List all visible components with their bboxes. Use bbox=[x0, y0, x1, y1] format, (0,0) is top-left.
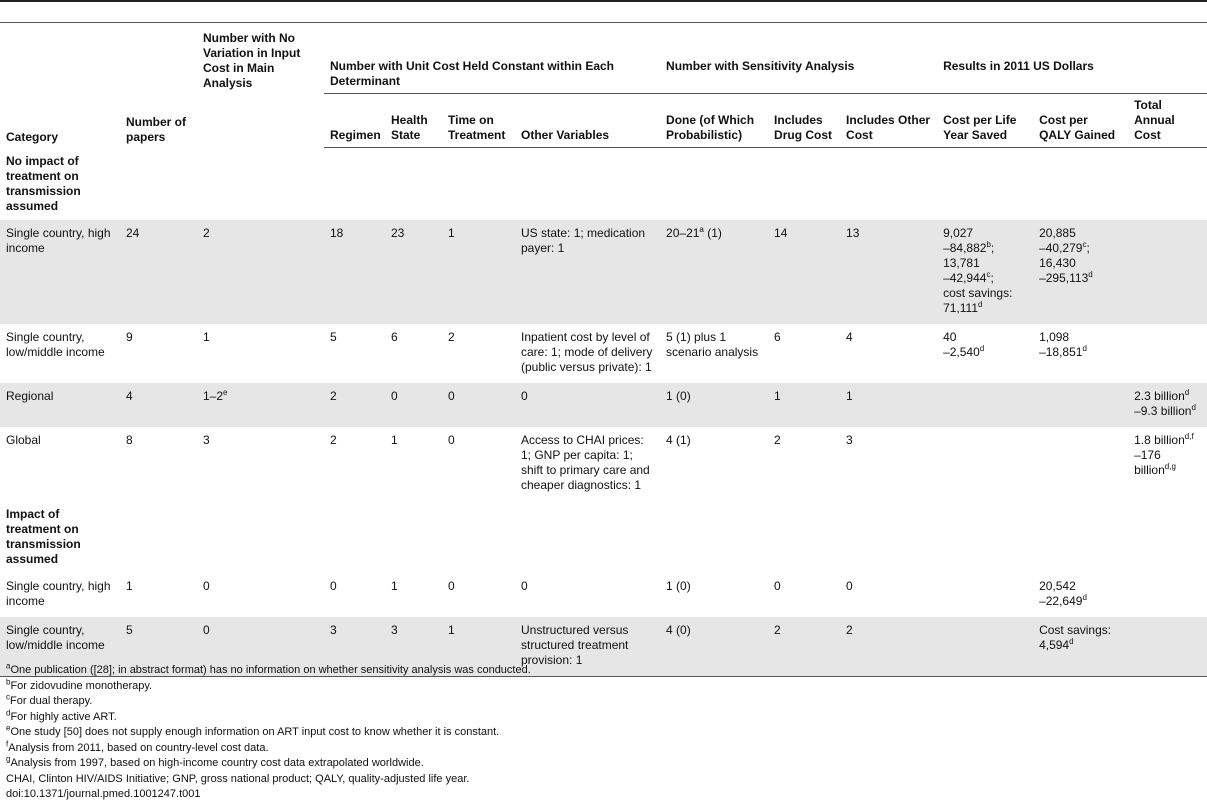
cell-cost-life-year: 9,027 –84,882$^b$; 13,781 –42,944$^c$; cost savings: 71,111$^d$ bbox=[937, 220, 1033, 324]
cell-drug: 6 bbox=[774, 329, 781, 344]
cell-other-cost: 4 bbox=[846, 329, 853, 344]
cell-other-cost: 2 bbox=[840, 617, 937, 677]
top-rule bbox=[0, 0, 1207, 2]
cell-health-state: 0 bbox=[385, 383, 442, 427]
cell-done: 1 (0) bbox=[660, 383, 768, 427]
cell-time: 0 bbox=[448, 578, 455, 593]
cell-cost-life-year bbox=[937, 427, 1033, 501]
header-cost-life-year: Cost per Life Year Saved bbox=[937, 94, 1033, 148]
cell-other-variables: 0 bbox=[515, 383, 660, 427]
cell-time: 1 bbox=[442, 220, 515, 324]
cell-cost-qaly bbox=[1033, 427, 1128, 501]
cell-regimen: 18 bbox=[324, 220, 385, 324]
table-row bbox=[0, 427, 1207, 501]
cell-other-variables: 0 bbox=[521, 578, 528, 593]
header-row-1 bbox=[0, 23, 1207, 94]
cell-health-state: 6 bbox=[391, 329, 398, 344]
cell-drug: 2 bbox=[768, 617, 840, 677]
header-unit-cost-group: Number with Unit Cost Held Constant within Each Determinant bbox=[324, 23, 660, 94]
cell-no-variation: 0 bbox=[203, 578, 210, 593]
header-done: Done (of Which Probabilistic) bbox=[660, 94, 768, 148]
cell-regimen: 0 bbox=[330, 578, 337, 593]
header-sensitivity-group: Number with Sensitivity Analysis bbox=[660, 23, 937, 94]
cell-regimen: 3 bbox=[324, 617, 385, 677]
table-row bbox=[0, 220, 1207, 324]
cell-category: Single country, low/middle income bbox=[0, 617, 120, 677]
cell-category: Single country, high income bbox=[6, 578, 111, 608]
cell-other-cost: 1 bbox=[840, 383, 937, 427]
cell-total: 2.3 billion$^d$ –9.3 billion$^d$ bbox=[1128, 383, 1207, 427]
table-row bbox=[0, 573, 1207, 617]
cell-cost-qaly bbox=[1033, 383, 1128, 427]
header-results-group: Results in 2011 US Dollars bbox=[937, 23, 1207, 94]
cell-no-variation: 1–2e bbox=[197, 383, 324, 427]
cell-papers: 4 bbox=[120, 383, 197, 427]
header-no-variation: Number with No Variation in Input Cost in Main Analysis bbox=[197, 23, 324, 148]
header-time-on-treatment: Time on Treatment bbox=[442, 94, 515, 148]
cell-other-variables: US state: 1; medication payer: 1 bbox=[515, 220, 660, 324]
footnote-f: $^f$Analysis from 2011, based on country-level cost data. bbox=[6, 738, 269, 754]
cell-cost-qaly: Cost savings: 4,594$^d$ bbox=[1033, 617, 1128, 677]
cell-papers: 24 bbox=[120, 220, 197, 324]
cell-regimen: 5 bbox=[330, 329, 337, 344]
section-label: No impact of treatment on transmission assumed bbox=[6, 153, 81, 213]
cell-cost-qaly: 20,885 –40,279$^c$; 16,430 –295,113$^d$ bbox=[1033, 220, 1128, 324]
footnote-e: $^e$One study [50] does not supply enough information on ART input cost to know whether it is constant. bbox=[6, 723, 500, 738]
section-row bbox=[0, 148, 1207, 220]
header-regimen: Regimen bbox=[324, 94, 385, 148]
cell-other-cost: 13 bbox=[840, 220, 937, 324]
cell-drug: 2 bbox=[774, 432, 781, 447]
cell-papers: 1 bbox=[126, 578, 133, 593]
cell-category: Single country, high income bbox=[0, 220, 120, 324]
section-row bbox=[0, 501, 1207, 573]
cell-time: 0 bbox=[448, 432, 455, 447]
abbreviations-note: CHAI, Clinton HIV/AIDS Initiative; GNP, gross national product; QALY, quality-adjusted life year. bbox=[6, 772, 470, 785]
cell-time: 1 bbox=[442, 617, 515, 677]
cell-total bbox=[1128, 573, 1207, 617]
cost-analysis-table bbox=[0, 22, 1207, 677]
cell-other-variables: Unstructured versus structured treatment provision: 1 bbox=[515, 617, 660, 677]
cell-health-state: 3 bbox=[385, 617, 442, 677]
header-num-papers: Number of papers bbox=[120, 23, 197, 148]
cell-cost-life-year: 40 –2,540$^d$ bbox=[943, 329, 985, 359]
cell-drug: 14 bbox=[768, 220, 840, 324]
footnote-a: $^a$One publication ([28]; in abstract format) has no information on whether sensitivity analysis was conducted. bbox=[6, 661, 531, 676]
cell-other-variables: Inpatient cost by level of care: 1; mode of delivery (public versus private): 1 bbox=[521, 329, 653, 374]
cell-health-state: 23 bbox=[385, 220, 442, 324]
cell-other-variables: Access to CHAI prices: 1; GNP per capita: 1; shift to primary care and cheaper diagnostics: 1 bbox=[521, 432, 650, 492]
cell-done: 4 (0) bbox=[660, 617, 768, 677]
footnote-b: $^b$For zidovudine monotherapy. bbox=[6, 676, 153, 692]
cell-category: Single country, low/middle income bbox=[6, 329, 105, 359]
section-label: Impact of treatment on transmission assumed bbox=[6, 506, 81, 566]
cell-cost-life-year bbox=[937, 573, 1033, 617]
cell-no-variation: 1 bbox=[203, 329, 210, 344]
cell-drug: 0 bbox=[774, 578, 781, 593]
cell-cost-life-year bbox=[937, 383, 1033, 427]
cell-cost-life-year bbox=[937, 617, 1033, 677]
cell-papers: 9 bbox=[126, 329, 133, 344]
cell-no-variation: 2 bbox=[197, 220, 324, 324]
cell-regimen: 2 bbox=[324, 383, 385, 427]
cell-total bbox=[1128, 220, 1207, 324]
cell-cost-qaly: 20,542 –22,649$^d$ bbox=[1039, 578, 1087, 608]
cell-papers: 8 bbox=[126, 432, 133, 447]
cell-total bbox=[1128, 617, 1207, 677]
header-total-annual: Total Annual Cost bbox=[1128, 94, 1207, 148]
cell-cost-qaly: 1,098 –18,851$^d$ bbox=[1039, 329, 1087, 359]
header-includes-other: Includes Other Cost bbox=[840, 94, 937, 148]
cell-time: 0 bbox=[442, 383, 515, 427]
header-other-variables: Other Variables bbox=[515, 94, 660, 148]
cell-drug: 1 bbox=[768, 383, 840, 427]
header-includes-drug: Includes Drug Cost bbox=[768, 94, 840, 148]
cell-total: 1.8 billion$^{d,f}$ –176 billion$^{d,g}$ bbox=[1134, 431, 1194, 477]
cell-health-state: 1 bbox=[391, 578, 398, 593]
cell-done: 4 (1) bbox=[666, 432, 691, 447]
cell-other-cost: 3 bbox=[846, 432, 853, 447]
footnote-d: $^d$For highly active ART. bbox=[6, 707, 117, 723]
footnote-g: $^g$Analysis from 1997, based on high-income country cost data extrapolated worldwide. bbox=[6, 754, 424, 769]
cell-time: 2 bbox=[448, 329, 455, 344]
footnotes bbox=[6, 663, 531, 803]
cell-regimen: 2 bbox=[330, 432, 337, 447]
cell-health-state: 1 bbox=[391, 432, 398, 447]
header-cost-qaly: Cost per QALY Gained bbox=[1033, 94, 1128, 148]
footnote-c: $^c$For dual therapy. bbox=[6, 692, 93, 707]
table-row bbox=[0, 324, 1207, 383]
cell-no-variation: 3 bbox=[203, 432, 210, 447]
cell-done: 20–21$^a$ (1) bbox=[660, 220, 768, 324]
cell-other-cost: 0 bbox=[846, 578, 853, 593]
header-category: Category bbox=[0, 23, 120, 148]
cell-papers: 5 bbox=[120, 617, 197, 677]
header-health-state: Health State bbox=[385, 94, 442, 148]
cell-no-variation: 0 bbox=[197, 617, 324, 677]
cell-category: Global bbox=[6, 432, 41, 447]
table-row bbox=[0, 383, 1207, 427]
cell-done: 1 (0) bbox=[666, 578, 691, 593]
cell-done: 5 (1) plus 1 scenario analysis bbox=[666, 329, 759, 359]
cell-category: Regional bbox=[0, 383, 120, 427]
cell-total bbox=[1128, 324, 1207, 383]
doi-link[interactable]: doi:10.1371/journal.pmed.1001247.t001 bbox=[6, 788, 201, 800]
